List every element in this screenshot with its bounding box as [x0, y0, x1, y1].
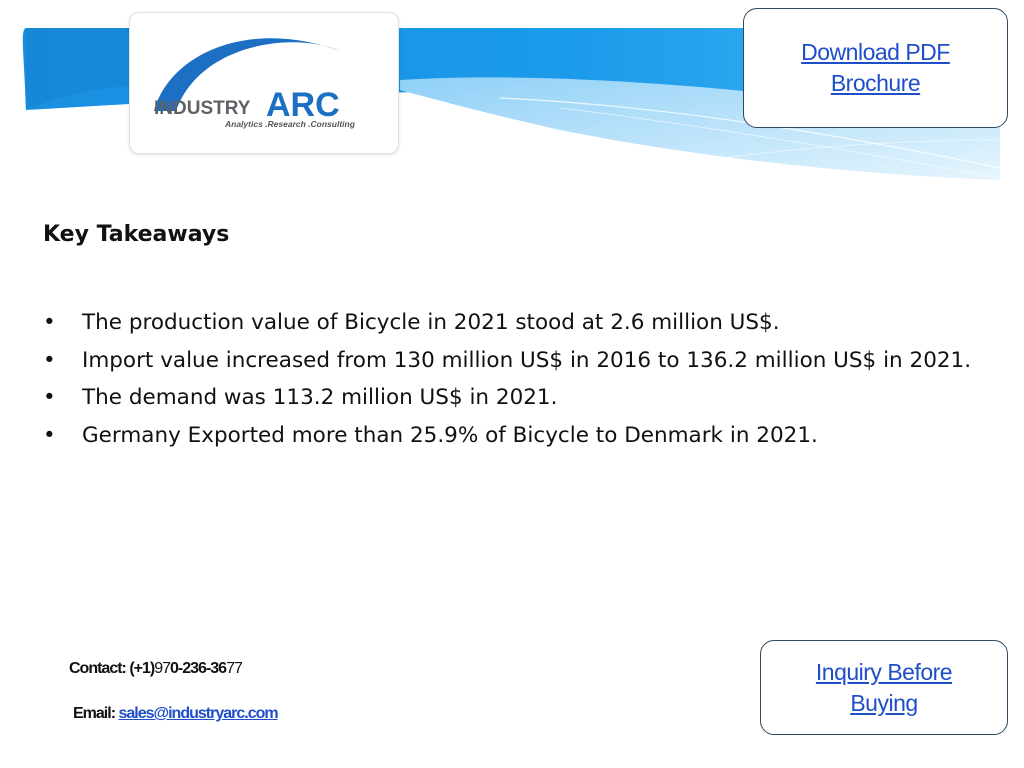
- page-title: Key Takeaways: [43, 222, 230, 247]
- email-link[interactable]: sales@industryarc.com: [118, 705, 278, 722]
- list-item-text: Germany Exported more than 25.9% of Bicycle to Denmark in 2021.: [82, 422, 818, 448]
- inquiry-link-line1[interactable]: Inquiry Before: [815, 658, 953, 685]
- list-item-text: The production value of Bicycle in 2021 stood at 2.6 million US$.: [82, 310, 780, 335]
- bullet-icon: •: [43, 347, 56, 373]
- contact-number-part-b: 0-236-36: [170, 660, 227, 677]
- list-item-text: The demand was 113.2 million US$ in 2021.: [82, 385, 558, 410]
- takeaways-list: [43, 304, 983, 454]
- list-item: [43, 379, 983, 417]
- contact-label: Contact: (+1): [69, 660, 155, 677]
- industryarc-logo[interactable]: [129, 12, 399, 154]
- logo-graphic: [130, 13, 398, 153]
- contact-number-part-a: 97: [154, 660, 171, 677]
- list-item-text: Import value increased from 130 million US$ in 2016 to 136.2 million US$ in 2021.: [82, 347, 972, 373]
- list-item: [43, 417, 983, 455]
- logo-brand-left: INDUSTRY: [154, 98, 251, 119]
- inquiry-before-buying-box[interactable]: [760, 640, 1008, 735]
- download-brochure-box[interactable]: [743, 8, 1008, 128]
- logo-tagline: Analytics .Research .Consulting: [225, 119, 355, 129]
- contact-number-part-c: 77: [226, 660, 242, 677]
- list-item: [43, 304, 983, 342]
- bullet-icon: •: [43, 310, 56, 335]
- download-brochure-link-line2[interactable]: Brochure: [830, 70, 921, 96]
- download-brochure-link-line1[interactable]: Download PDF: [801, 39, 950, 65]
- email-label: Email:: [73, 705, 116, 722]
- bullet-icon: •: [43, 385, 56, 410]
- logo-brand-right: ARC: [266, 86, 340, 124]
- bullet-icon: •: [43, 422, 56, 448]
- list-item: [43, 342, 983, 380]
- contact-email: [73, 705, 278, 723]
- inquiry-link-line2[interactable]: Buying: [850, 689, 918, 716]
- contact-phone: [69, 660, 242, 678]
